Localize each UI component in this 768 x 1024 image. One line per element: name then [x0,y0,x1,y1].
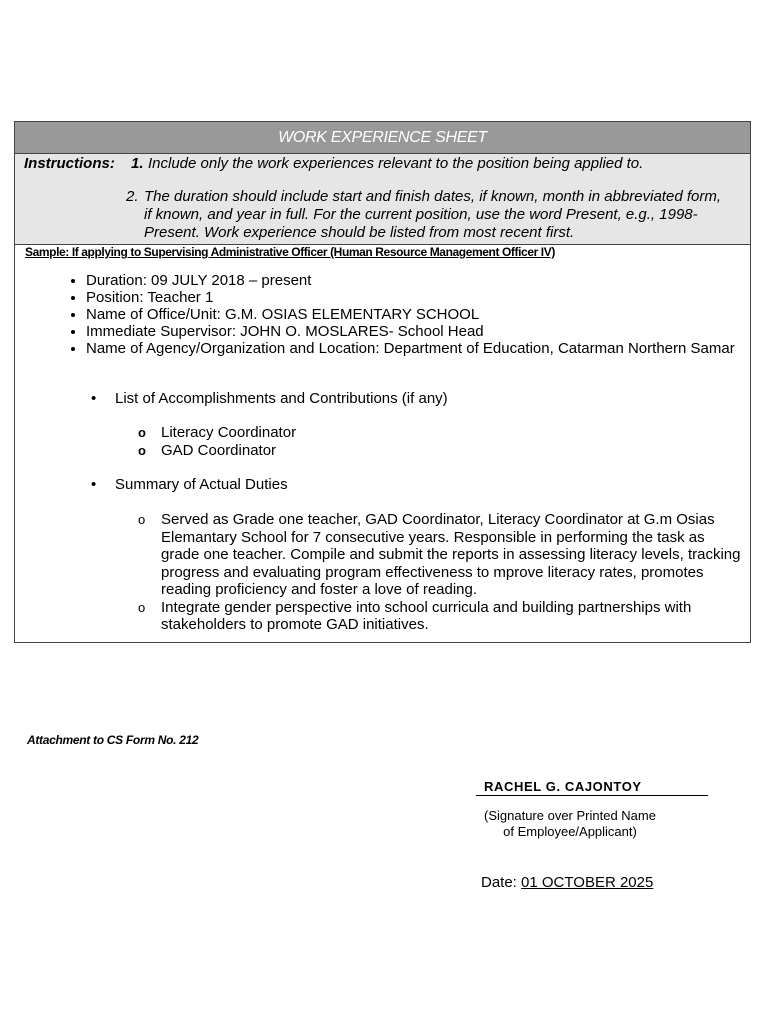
list-item: o Literacy Coordinator [138,424,297,441]
work-experience-sheet [14,121,751,643]
instructions-label: Instructions: [24,155,115,172]
detail-position: • Position: Teacher 1 [86,289,745,306]
signature-caption: (Signature over Printed Name of Employee/Applicant) [484,808,656,839]
date-value: 01 OCTOBER 2025 [521,874,654,891]
bullet-o-icon: o [138,599,146,615]
instruction-2-number: 2. [126,188,139,205]
accomplishments-list [138,424,741,459]
accomplishments-heading: • List of Accomplishments and Contributions (if any) [115,390,448,407]
date-row [481,874,653,891]
instruction-2-line3: Present. Work experience should be listed from most recent first. [144,224,575,241]
duties-heading: • Summary of Actual Duties [115,476,288,493]
instruction-2-line1: The duration should include start and finish dates, if known, month in abbreviated form, [144,188,721,205]
instruction-1-number: 1. [131,155,144,172]
instruction-2-line2: if known, and year in full. For the current position, use the word Present, e.g., 1998- [144,206,698,223]
details-list [15,272,745,357]
sheet-title: WORK EXPERIENCE SHEET [15,122,750,154]
list-item: o GAD Coordinator [138,441,277,459]
instructions-box [15,154,750,245]
attachment-note: Attachment to CS Form No. 212 [27,733,199,747]
instruction-1-text: Include only the work experiences relevant to the position being applied to. [148,155,644,172]
instruction-2 [126,188,743,242]
bullet-o-icon: o [138,512,146,527]
bullet-o-icon: o [138,442,146,458]
detail-supervisor: • Immediate Supervisor: JOHN O. MOSLARES- School Head [86,323,745,340]
list-item: o Integrate gender perspective into school curricula and building partnerships with stakeholders to promote GAD initiatives. [138,598,692,633]
detail-duration: • Duration: 09 JULY 2018 – present [86,272,745,289]
bullet-o-icon: o [138,425,146,440]
detail-agency: • Name of Agency/Organization and Location: Department of Education, Catarman Northern Samar [86,340,745,357]
duties-list [138,511,741,634]
sample-note: Sample: If applying to Supervising Administrative Officer (Human Resource Management Officer IV) [25,245,555,259]
signatory-name: RACHEL G. CAJONTOY [476,778,708,796]
date-label: Date: [481,874,517,891]
detail-office: • Name of Office/Unit: G.M. OSIAS ELEMENTARY SCHOOL [86,306,745,323]
list-item: o Served as Grade one teacher, GAD Coordinator, Literacy Coordinator at G.m Osias Elemantary School for 7 consecutive years. Responsible in performing the task as grade one teacher. Compile and submit the reports in assessing literacy levels, tracking progress and evaluating program effectiveness to mprove literacy rates, promotes reading proficiency and foster a love of reading. [138,511,741,598]
